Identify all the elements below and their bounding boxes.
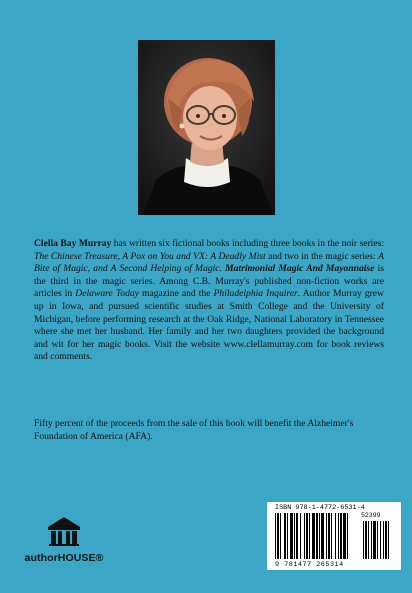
publisher-logo [16,516,112,576]
magic-series-titles: A Bite of Magic, and A Second Helping of Magic. [34,250,384,275]
bio-text-6: . Author Murray grew up in Iowa, and pursued scientific studies at Smith College and the University of Michigan, before performing research at the Oak Ridge, National Laboratory in Tennessee where she met her husband. Her family and her two daughters provided the background and wit for her magic books. Visit the website www.clellamurray.com for book reviews and comments. [34,288,384,363]
bio-text-5: magazine and the [138,288,214,300]
author-bio [34,238,384,364]
bio-text-2: and two in the magic series: [265,250,379,262]
donation-note [34,418,384,443]
isbn-label: ISBN 978-1-4772-6531-4 [275,504,365,512]
donation-note-text: Fifty percent of the proceeds from the sale of this book will benefit the Alzheimer's Foundation of America (AFA). [34,418,354,442]
noir-series-titles: The Chinese Treasure, A Pox on You and VX: A Deadly Mist [34,250,266,262]
author-photo [138,40,275,215]
price-code: 52399 [361,512,381,519]
author-bio-paragraph [34,238,384,364]
bio-text-4: is the third in the magic series. Among C.B. Murray's published non-fiction works are articles in [34,263,384,300]
newspaper-philadelphia-inquirer: Philadelphia Inquirer [213,288,298,300]
isbn-barcode [267,502,401,570]
book-title: Matrimonial Magic And Mayonnaise [225,263,375,275]
magazine-delaware-today: Delaware Today [75,288,139,300]
barcode-bars [271,513,399,561]
bio-text-1: has written six fictional books including three books in the noir series: [111,238,384,249]
author-name: Clella Bay Murray [34,238,112,249]
author-portrait [138,40,275,215]
publisher-name: authorHOUSE® [24,552,104,564]
barcode-digits: 9 781477 265314 [275,561,344,569]
authorhouse-logo-icon [47,516,81,546]
